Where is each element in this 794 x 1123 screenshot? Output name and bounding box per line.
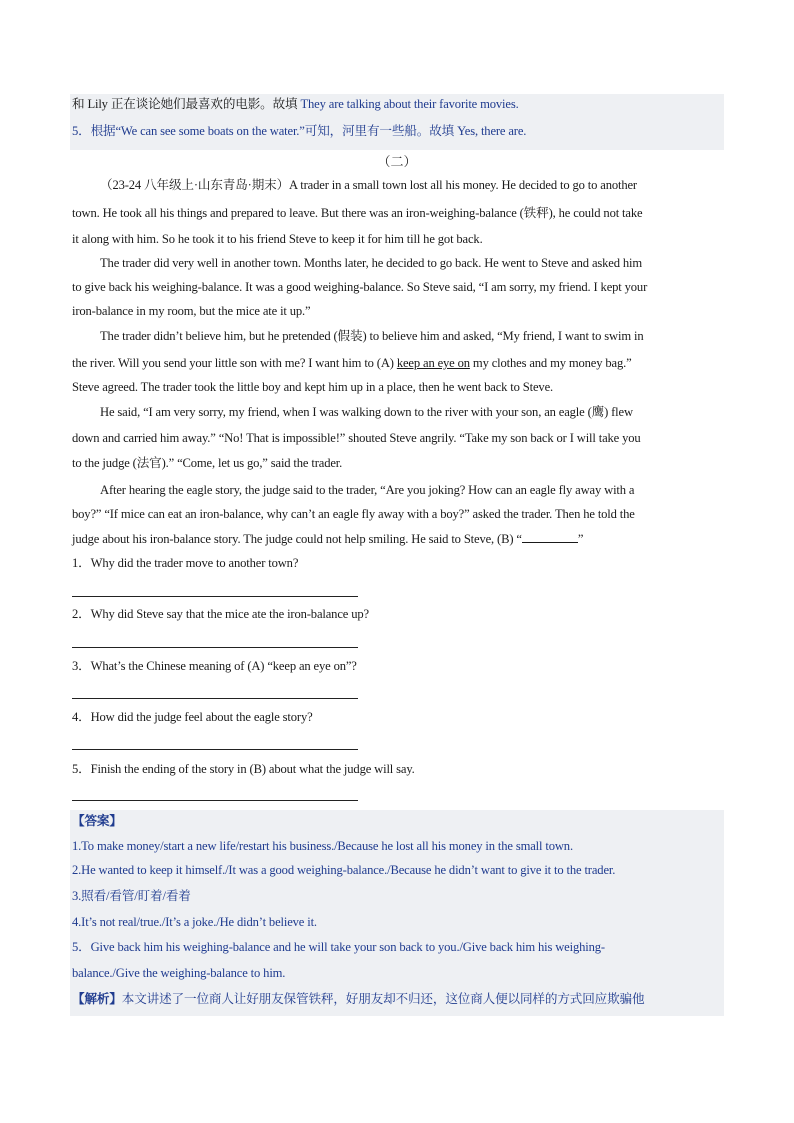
passage-text: my clothes and my money bag.” (469, 356, 632, 370)
answer-text-cn: 可知，河里有一些船。故填 (304, 124, 458, 138)
question-5: 5．Finish the ending of the story in (B) about what the judge will say. (72, 762, 415, 776)
answer-line-4 (72, 749, 358, 750)
answer-item-1: 1.To make money/start a new life/restart his business./Because he lost all his money in the small town. (72, 839, 573, 853)
question-4: 4．How did the judge feel about the eagle story? (72, 710, 313, 724)
passage-line: iron-balance in my room, but the mice ate it up.” (72, 304, 311, 318)
passage-text: ” (577, 532, 584, 546)
passage-text: the river. Will you send your little son with me? I want him to (A) (72, 356, 397, 370)
previous-answer-line-2 (72, 123, 724, 139)
answer-number: 5．根据 (72, 124, 116, 138)
passage-line: He said, “I am very sorry, my friend, when I was walking down to the river with your son, an eagle (鹰) flew (100, 405, 633, 419)
previous-answer-line-1 (72, 96, 724, 112)
question-2: 2．Why did Steve say that the mice ate the iron-balance up? (72, 607, 369, 621)
question-1: 1．Why did the trader move to another town? (72, 556, 299, 570)
analysis-line (72, 991, 724, 1007)
underlined-phrase-a: keep an eye on (396, 356, 470, 370)
passage-line: boy?” “If mice can eat an iron-balance, why can’t an eagle fly away with a boy?” asked the trader. Then he told the (72, 507, 635, 521)
section-title: （二） (377, 154, 417, 169)
answer-line-1 (72, 596, 358, 597)
passage-line: The trader did very well in another town. Months later, he decided to go back. He went to Steve and asked him (100, 256, 643, 270)
answer-item-4: 4.It’s not real/true./It’s a joke./He didn’t believe it. (72, 915, 317, 929)
passage-line: to give back his weighing-balance. It was a good weighing-balance. So Steve said, “I am sorry, my friend. I kept your (72, 280, 648, 294)
passage-line: it along with him. So he took it to his friend Steve to keep it for him till he got back. (72, 232, 483, 246)
passage-line: （23-24 八年级上·山东青岛·期末）A trader in a small town lost all his money. He decided to go to another (100, 178, 637, 192)
answer-quote: “We can see some boats on the water.” (115, 124, 305, 138)
answer-item-2: 2.He wanted to keep it himself./It was a good weighing-balance./Because he didn’t want to give it to the trader. (72, 863, 616, 877)
answer-text-cn: 和 Lily 正在谈论她们最喜欢的电影。故填 (72, 97, 301, 111)
passage-line: After hearing the eagle story, the judge said to the trader, “Are you joking? How can an eagle fly away with a (100, 483, 635, 497)
blank-b (522, 530, 578, 543)
analysis-label: 【解析】 (72, 992, 122, 1006)
answer-text-en: Yes, there are. (457, 124, 527, 138)
answer-item-5: 5．Give back him his weighing-balance and he will take your son back to you./Give back him his weighing- (72, 940, 605, 954)
passage-line (72, 530, 724, 547)
passage-line: down and carried him away.” “No! That is impossible!” shouted Steve angrily. “Take my son back or I will take you (72, 431, 641, 445)
passage-text: judge about his iron-balance story. The judge could not help smiling. He said to Steve, (B) “ (72, 532, 522, 546)
question-3: 3．What’s the Chinese meaning of (A) “keep an eye on”? (72, 659, 357, 673)
answer-label: 【答案】 (72, 814, 122, 828)
analysis-text: 本文讲述了一位商人让好朋友保管铁秤，好朋友却不归还，这位商人便以同样的方式回应欺骗他 (121, 992, 645, 1006)
passage-line: to the judge (法官).” “Come, let us go,” said the trader. (72, 456, 343, 470)
passage-line: town. He took all his things and prepared to leave. But there was an iron-weighing-balance (铁秤), he could not take (72, 206, 643, 220)
answer-line-5 (72, 800, 358, 801)
answer-line-3 (72, 698, 358, 699)
passage-line (72, 355, 724, 371)
answer-line-2 (72, 647, 358, 648)
answer-item-5-cont: balance./Give the weighing-balance to him. (72, 966, 286, 980)
passage-line: The trader didn’t believe him, but he pretended (假装) to believe him and asked, “My friend, I want to swim in (100, 329, 644, 343)
passage-line: Steve agreed. The trader took the little boy and kept him up in a place, then he went back to Steve. (72, 380, 554, 394)
answer-item-3: 3.照看/看管/盯着/看着 (72, 889, 191, 903)
answer-text-en: They are talking about their favorite movies. (300, 97, 519, 111)
